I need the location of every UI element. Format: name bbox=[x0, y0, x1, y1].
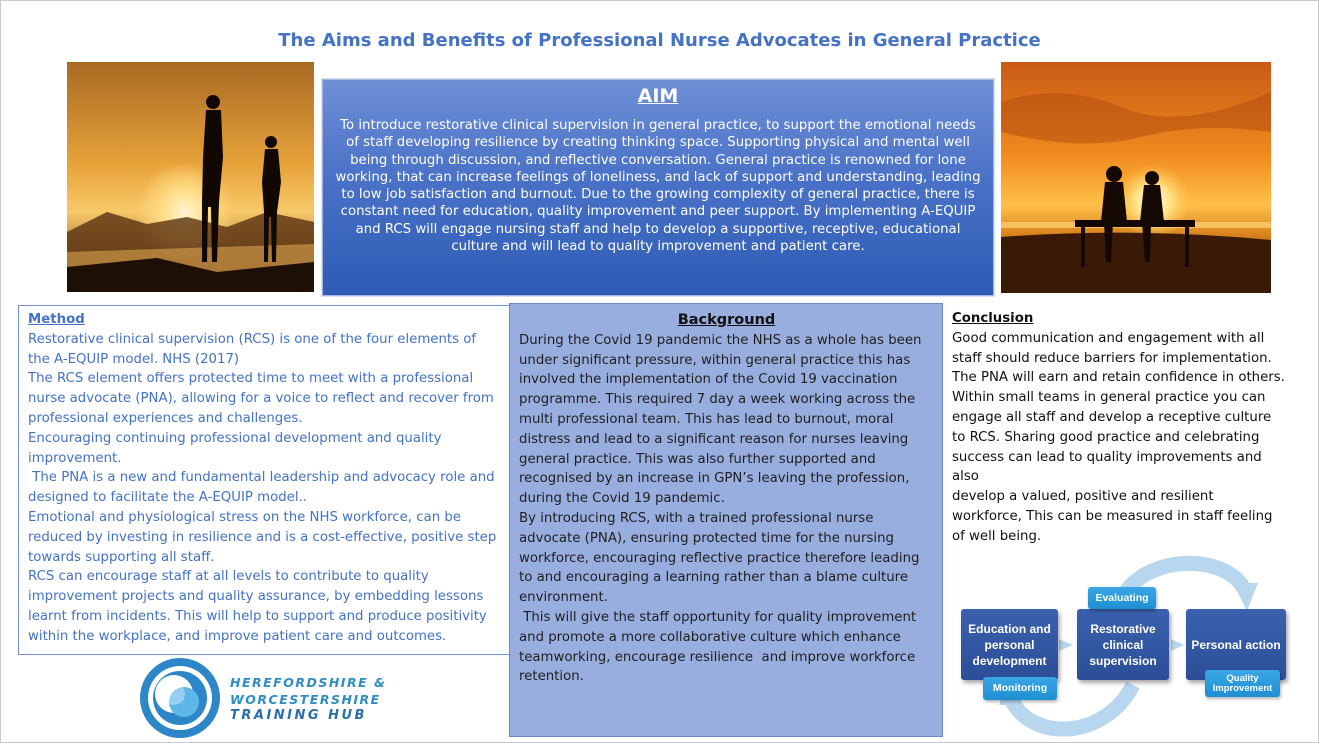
conclusion-heading: Conclusion bbox=[952, 311, 1034, 326]
aim-text: To introduce restorative clinical supervision in general practice, to support the emotional needs of staff developing resilience by creating thinking space. Supporting physical and mental well being through discussion, and reflective conversation. General practice is renowned for lone working, that can increase feelings of loneliness, and lack of support and understanding, leading to low job satisfaction and burnout. Due to the growing complexity of general practice, there is constant need for education, quality improvement and peer support. By implementing A-EQUIP and RCS will engage nursing staff and help to develop a supportive, receptive, educational culture and will lead to quality improvement and patient care. bbox=[335, 118, 981, 255]
method-paragraph: The PNA is a new and fundamental leadership and advocacy role and designed to facilitate the A-EQUIP model.. bbox=[28, 470, 499, 506]
couple-on-bench-sunset-image bbox=[1001, 62, 1271, 293]
method-section bbox=[18, 305, 510, 655]
supervision-cycle-diagram bbox=[955, 555, 1295, 740]
couple-silhouette-sunset-image bbox=[67, 62, 314, 292]
conclusion-paragraph: develop a valued, positive and resilient workforce, This can be measured in staff feeling of well being. bbox=[952, 489, 1273, 544]
logo-text-line-2: WORCESTERSHIRE bbox=[230, 692, 381, 707]
cycle-box-education: Education and personal development bbox=[961, 609, 1058, 680]
conclusion-section bbox=[952, 309, 1287, 547]
method-paragraph: The RCS element offers protected time to meet with a professional nurse advocate (PNA), allowing for a voice to reflect and recover from professional experiences and challenges. bbox=[28, 371, 494, 426]
cycle-tag-quality-improvement: Quality Improvement bbox=[1205, 670, 1280, 697]
method-heading: Method bbox=[28, 312, 85, 327]
aim-heading: AIM bbox=[637, 85, 679, 107]
training-hub-logo bbox=[138, 656, 387, 740]
training-hub-emblem-icon bbox=[138, 656, 222, 740]
cycle-tag-monitoring: Monitoring bbox=[983, 677, 1057, 700]
background-section bbox=[509, 303, 943, 737]
cycle-tag-evaluating: Evaluating bbox=[1088, 587, 1156, 609]
background-heading: Background bbox=[677, 312, 776, 328]
logo-text-line-1: HEREFORDSHIRE & bbox=[230, 675, 387, 690]
cycle-box-restorative-supervision: Restorative clinical supervision bbox=[1077, 609, 1169, 680]
method-paragraph: RCS can encourage staff at all levels to contribute to quality improvement projects and quality assurance, by embedding lessons learnt from incidents. This will help to support and produce positivity within the workplace, and improve patient care and outcomes. bbox=[28, 569, 487, 644]
method-paragraph: Restorative clinical supervision (RCS) is one of the four elements of the A-EQUIP model. NHS (2017) bbox=[28, 331, 477, 367]
poster-title: The Aims and Benefits of Professional Nurse Advocates in General Practice bbox=[278, 30, 1041, 51]
background-paragraph: By introducing RCS, with a trained professional nurse advocate (PNA), ensuring protected time for the nursing workforce, encouraging reflective practice therefore leading to and encouraging a learning rather than a blame culture environment. bbox=[519, 510, 920, 606]
cycle-box-personal-action: Personal action bbox=[1186, 609, 1286, 680]
logo-text-line-3: TRAINING HUB bbox=[230, 708, 367, 723]
aim-panel bbox=[322, 79, 994, 296]
conclusion-paragraph: Good communication and engagement with all staff should reduce barriers for implementation. The PNA will earn and retain confidence in others. Within small teams in general practice you can engage all staff and develop a receptive culture to RCS. Sharing good practice and celebrating success can lead to quality improvements and also bbox=[952, 330, 1285, 485]
method-paragraph: Emotional and physiological stress on the NHS workforce, can be reduced by investing in resilience and is a cost-effective, positive step towards supporting all staff. bbox=[28, 509, 497, 565]
background-paragraph: This will give the staff opportunity for quality improvement and promote a more collaborative culture which enhance teamworking, encourage resilience and improve workforce retention. bbox=[519, 609, 921, 685]
background-paragraph: During the Covid 19 pandemic the NHS as a whole has been under significant pressure, within general practice this has involved the implementation of the Covid 19 vaccination programme. This required 7 day a week working across the multi professional team. This has lead to burnout, moral distress and lead to a significant reason for nurses leaving general practice. This was also further supported and recognised by an increase in GPN’s leaving the profession, during the Covid 19 pandemic. bbox=[519, 332, 922, 507]
method-paragraph: Encouraging continuing professional development and quality improvement. bbox=[28, 430, 442, 466]
